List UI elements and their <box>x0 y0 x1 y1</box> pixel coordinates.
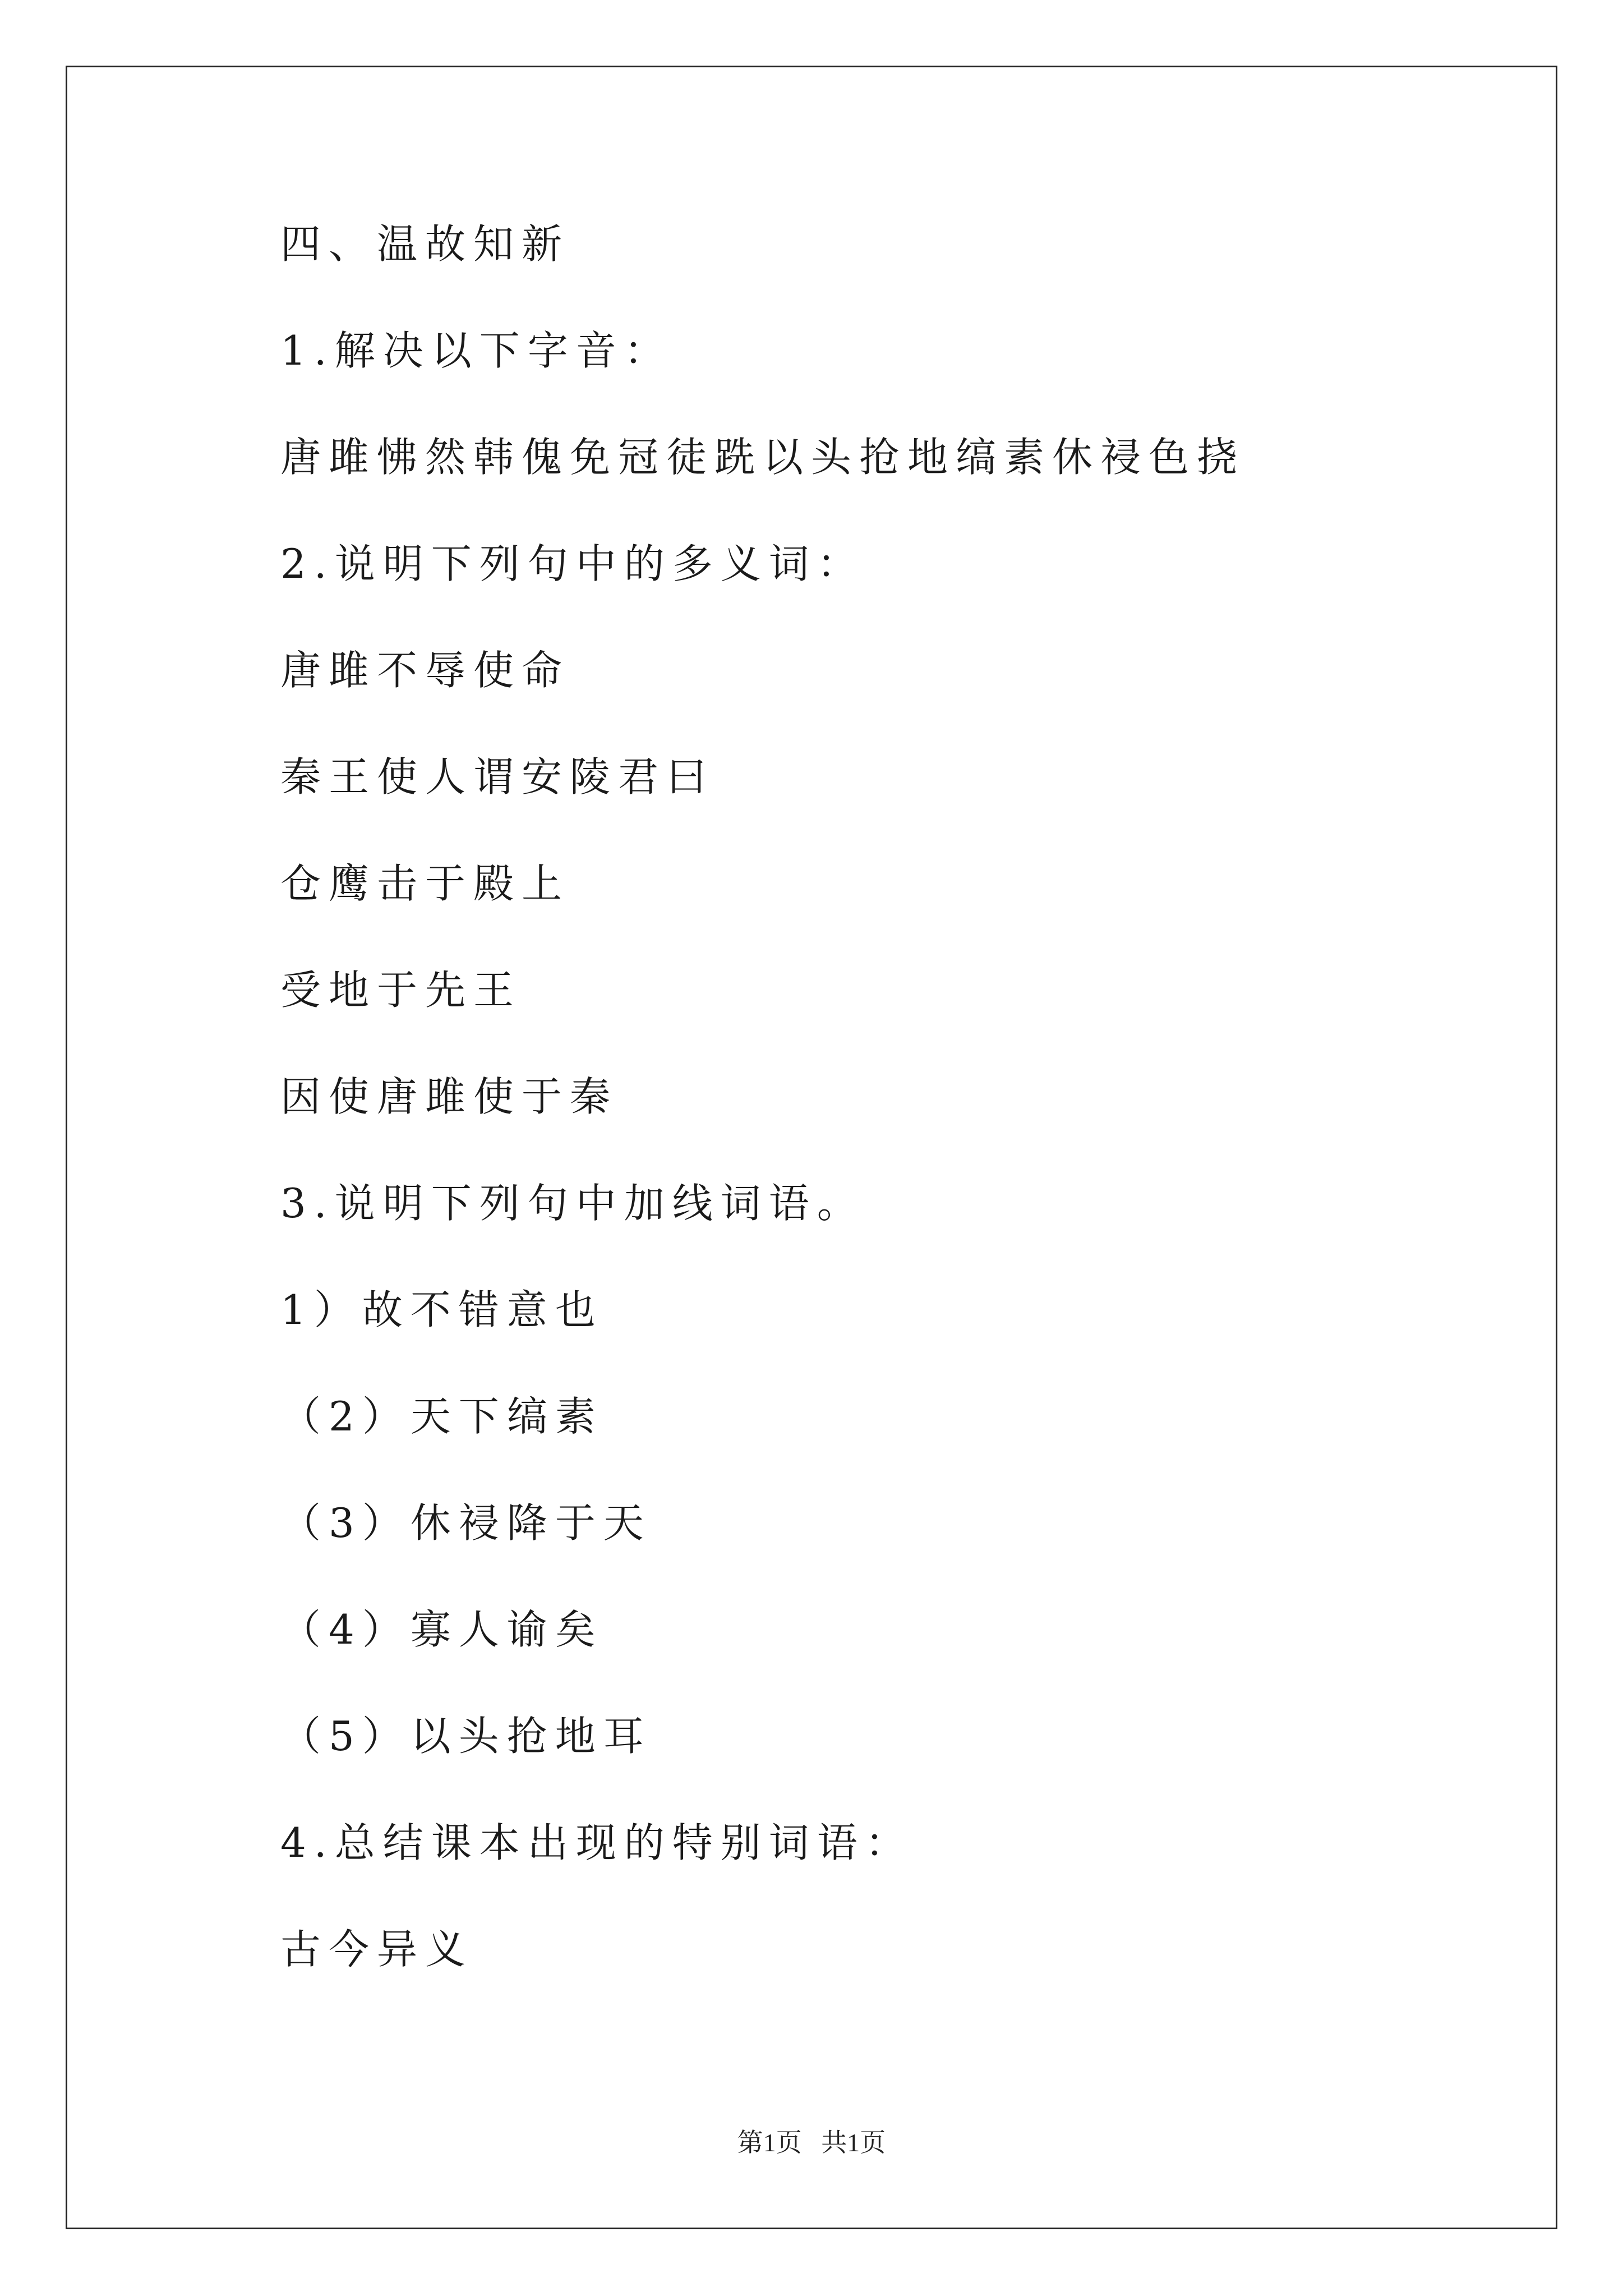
question-3-heading: 3.说明下列句中加线词语。 <box>280 1180 865 1227</box>
question-3-item: （4）寡人谕矣 <box>280 1606 603 1653</box>
question-2-item: 唐雎不辱使命 <box>280 647 570 694</box>
question-3-item: （5）以头抢地耳 <box>280 1713 652 1760</box>
question-1-heading: 1.解决以下字音： <box>280 327 672 374</box>
question-3-item: （3）休祲降于天 <box>280 1499 652 1547</box>
section-heading: 四、温故知新 <box>280 220 570 268</box>
question-2-item: 因使唐雎使于秦 <box>280 1073 619 1120</box>
question-2-item: 受地于先王 <box>280 967 522 1014</box>
document-body <box>280 213 1458 2025</box>
question-2-item: 仓鹰击于殿上 <box>280 860 570 907</box>
question-2-item: 秦王使人谓安陵君曰 <box>280 753 715 800</box>
question-3-item: （2）天下缟素 <box>280 1393 603 1440</box>
question-2-heading: 2.说明下列句中的多义词： <box>280 540 865 587</box>
question-4-item: 古今异义 <box>280 1926 474 1973</box>
question-3-item: 1）故不错意也 <box>280 1286 603 1333</box>
page-number-footer: 第1页 共1页 <box>737 2128 886 2157</box>
question-4-heading: 4.总结课本出现的特别词语： <box>280 1819 914 1866</box>
question-1-characters: 唐雎怫然韩傀免冠徒跣以头抢地缟素休祲色挠 <box>280 434 1246 481</box>
